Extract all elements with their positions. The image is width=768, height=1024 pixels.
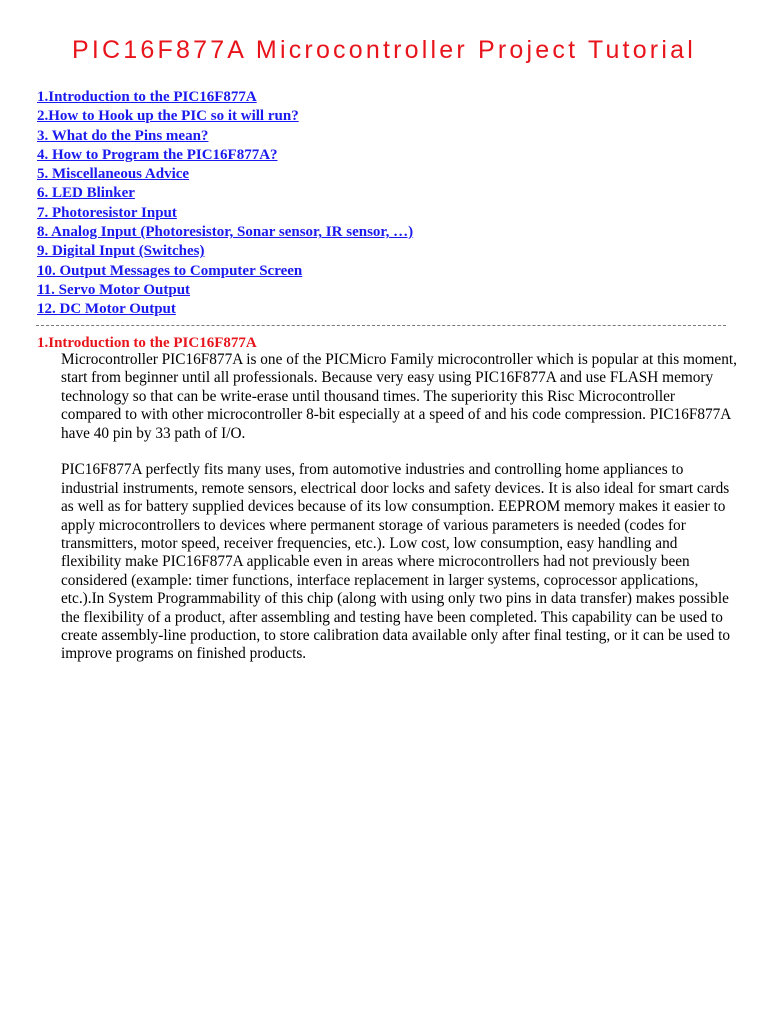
document-title: PIC16F877A Microcontroller Project Tutorial — [72, 36, 696, 64]
toc-item — [37, 184, 413, 203]
toc-item — [37, 88, 413, 107]
toc-item — [37, 165, 413, 184]
body-paragraph: PIC16F877A perfectly fits many uses, from automotive industries and controlling home appliances to industrial instruments, remote sensors, electrical door locks and safety devices. It is also ideal for smart cards as well as for battery supplied devices because of its low consumption. EEPROM memory makes it easier to apply microcontrollers to devices where permanent storage of various parameters is needed (codes for transmitters, motor speed, receiver frequencies, etc.). Low cost, low consumption, easy handling and flexibility make PIC16F877A applicable even in areas where microcontrollers had not previously been considered (example: timer functions, interface replacement in larger systems, coprocessor applications, etc.).In System Programmability of this chip (along with using only two pins in data transfer) makes possible the flexibility of a product, after assembling and testing have been completed. This capability can be used to create assembly-line production, to store calibration data available only after final testing, or it can be used to improve programs on finished products. — [61, 461, 730, 663]
section-divider — [36, 325, 726, 326]
toc-item — [37, 146, 413, 165]
toc-item — [37, 204, 413, 223]
toc-item — [37, 107, 413, 126]
toc-item — [37, 281, 413, 300]
toc-link-photoresistor[interactable]: 7. Photoresistor Input — [37, 204, 177, 221]
table-of-contents — [37, 88, 413, 320]
toc-link-introduction[interactable]: 1.Introduction to the PIC16F877A — [37, 89, 257, 105]
section-body — [61, 351, 737, 682]
section-heading: 1.Introduction to the PIC16F877A — [37, 335, 257, 351]
toc-link-dc-motor[interactable]: 12. DC Motor Output — [37, 301, 176, 318]
toc-link-digital-input[interactable]: 9. Digital Input (Switches) — [37, 243, 205, 260]
toc-item — [37, 262, 413, 281]
body-paragraph: Microcontroller PIC16F877A is one of the PICMicro Family microcontroller which is popular at this moment, start from beginner until all professionals. Because very easy using PIC16F877A and use FLASH memory technology so that can be write-erase until thousand times. The superiority this Risc Microcontroller compared to with other microcontroller 8-bit especially at a speed of and his code compression. PIC16F877A have 40 pin by 33 path of I/O. — [61, 351, 737, 442]
toc-link-servo-motor[interactable]: 11. Servo Motor Output — [37, 281, 191, 298]
toc-link-led-blinker[interactable]: 6. LED Blinker — [37, 185, 135, 202]
toc-item — [37, 300, 413, 319]
toc-item — [37, 223, 413, 242]
toc-link-analog-input[interactable]: 8. Analog Input (Photoresistor, Sonar sensor, IR sensor, …) — [37, 224, 414, 241]
toc-link-hook-up[interactable]: 2.How to Hook up the PIC so it will run? — [37, 108, 299, 125]
toc-item — [37, 127, 413, 146]
toc-link-misc-advice[interactable]: 5. Miscellaneous Advice — [37, 166, 190, 183]
toc-link-output-messages[interactable]: 10. Output Messages to Computer Screen — [37, 262, 303, 279]
toc-item — [37, 242, 413, 261]
toc-link-pins[interactable]: 3. What do the Pins mean? — [37, 127, 209, 144]
toc-link-program[interactable]: 4. How to Program the PIC16F877A? — [37, 146, 278, 163]
